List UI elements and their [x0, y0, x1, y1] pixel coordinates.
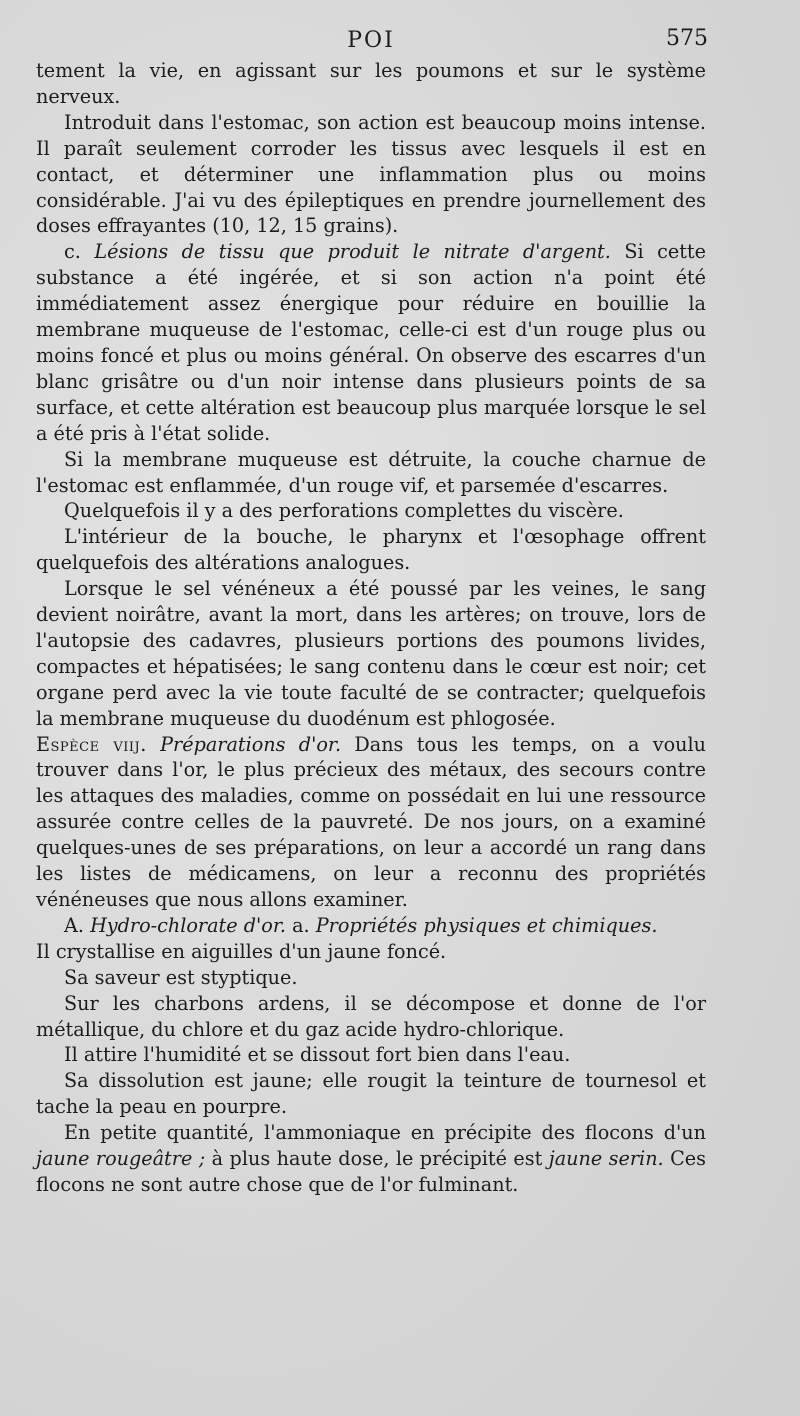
body-text: [36, 58, 706, 1198]
paragraph-text: à plus haute dose, le précipité est: [211, 1147, 543, 1171]
paragraph: Lorsque le sel vénéneux a été poussé par les veines, le sang devient noirâtre, avant la mort, dans les artères; on trouve, lors de l'autopsie des cadavres, plusieurs portions des poumons livides, compactes et hépatisées; le sang contenu dans le cœur est noir; cet organe perd avec la vie toute faculté de se contracter; quelquefois la membrane muqueuse du duodénum est phlogosée.: [36, 577, 706, 730]
italic-text: jaune rougeâtre ;: [36, 1147, 206, 1171]
paragraph: Si la membrane muqueuse est détruite, la couche charnue de l'estomac est enflammée, d'un rouge vif, et parsemée d'escarres.: [36, 447, 706, 497]
running-head: POI: [347, 28, 395, 53]
paragraph: Sur les charbons ardens, il se décompose et donne de l'or métallique, du chlore et du gaz acide hydro-chlorique.: [36, 991, 706, 1041]
paragraph: L'intérieur de la bouche, le pharynx et l'œsophage offrent quelquefois des altérations analogues.: [36, 525, 706, 575]
page-header: [36, 24, 706, 58]
page-number: 575: [666, 26, 708, 51]
paragraph: Il crystallise en aiguilles d'un jaune foncé.: [36, 939, 447, 963]
section-heading: Propriétés physiques et chimiques.: [315, 913, 658, 937]
book-page: [36, 24, 706, 1198]
section-heading: Préparations d'or.: [160, 732, 342, 756]
paragraph-text: Dans tous les temps, on a voulu trouver dans l'or, le plus précieux des métaux, des secours contre les attaques des maladies, comme on possédait en lui une ressource assurée contre celles de la pauvreté. De nos jours, on a examiné quelques-unes de ses préparations, on leur a accordé un rang dans les listes de médicamens, on leur a reconnu des propriétés vénéneuses que nous allons examiner.: [36, 732, 706, 911]
paragraph: Introduit dans l'estomac, son action est beaucoup moins intense. Il paraît seulement corroder les tissus avec lesquels il est en contact, et déterminer une inflammation plus ou moins considérable. J'ai vu des épileptiques en prendre journellement des doses effrayantes (10, 12, 15 grains).: [36, 110, 706, 238]
paragraph: tement la vie, en agissant sur les poumons et sur le système nerveux.: [36, 59, 706, 108]
paragraph-text: En petite quantité, l'ammoniaque en précipite des flocons d'un: [64, 1121, 706, 1145]
paragraph: Sa saveur est styptique.: [64, 965, 298, 989]
paragraph: [36, 732, 706, 913]
section-label: a.: [292, 913, 310, 937]
paragraph-text: Ces flocons ne sont autre chose que de l'or fulminant.: [36, 1147, 706, 1196]
paragraph-text: Si cette substance a été ingérée, et si son action n'a point été immédiatement assez énergique pour réduire en bouillie la membrane muqueuse de l'estomac, celle-ci est d'un rouge plus ou moins foncé et plus ou moins général. On observe des escarres d'un blanc grisâtre ou d'un noir intense dans plusieurs points de sa surface, et cette altération est beaucoup plus marquée lorsque le sel a été pris à l'état solide.: [36, 240, 706, 445]
paragraph: [36, 913, 706, 939]
section-heading: Hydro-chlorate d'or.: [90, 913, 286, 937]
section-label: A.: [64, 913, 84, 937]
paragraph: Quelquefois il y a des perforations complettes du viscère.: [64, 499, 624, 523]
paragraph: [36, 1120, 706, 1198]
paragraph: Sa dissolution est jaune; elle rougit la teinture de tournesol et tache la peau en pourpre.: [36, 1069, 706, 1119]
italic-text: jaune serin.: [548, 1147, 664, 1171]
paragraph: Il attire l'humidité et se dissout fort bien dans l'eau.: [64, 1043, 571, 1067]
section-heading: Lésions de tissu que produit le nitrate d'argent.: [94, 240, 611, 264]
section-label: Espèce viij.: [36, 732, 147, 756]
paragraph: [36, 239, 706, 446]
section-label: c.: [64, 240, 81, 264]
